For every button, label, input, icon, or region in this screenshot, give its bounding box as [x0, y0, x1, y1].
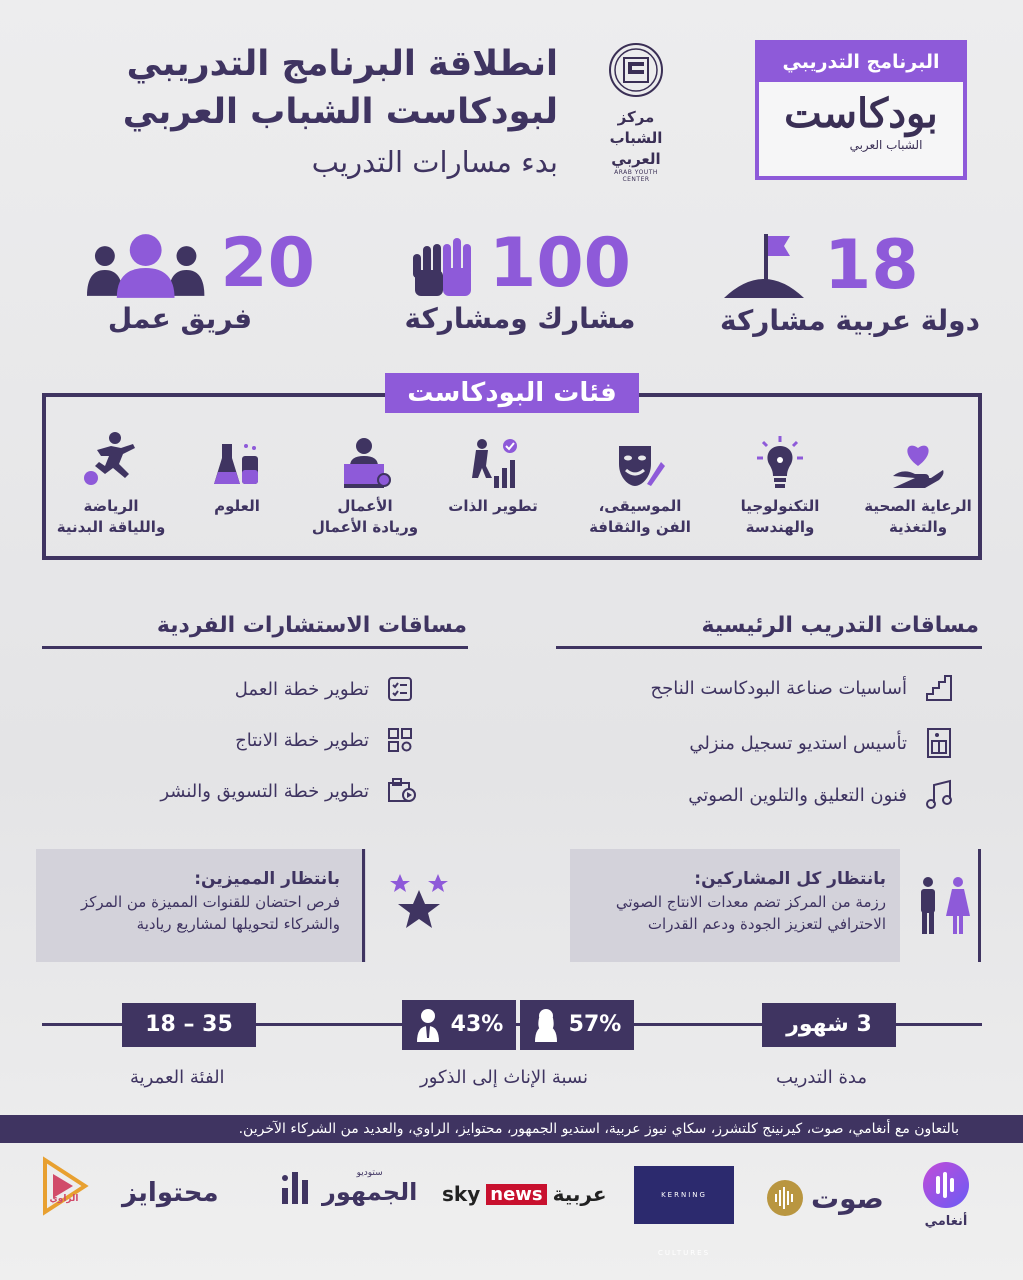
consult-track-label: تطوير خطة العمل [234, 678, 369, 700]
panel-distinguished-icon-wrap [388, 872, 450, 938]
anghami-logo-icon [921, 1160, 971, 1210]
category-label-2: واللياقة البدنية [56, 518, 166, 536]
stat-countries-number: 18 [824, 226, 919, 305]
partner-sowt [765, 1178, 884, 1218]
media-icon [387, 777, 417, 805]
sports-icon [81, 430, 141, 490]
category-label-1: الأعمال [337, 497, 393, 515]
page-title-line-1: انطلاقة البرنامج التدريبي [126, 44, 558, 84]
stat-countries-label: دولة عربية مشاركة [720, 304, 980, 337]
category-label-2: والهندسة [745, 518, 815, 536]
partner-sky-news-arabia [442, 1182, 607, 1206]
panel-all-icon-wrap [912, 876, 974, 942]
category-label-1: الموسيقى، [598, 497, 682, 515]
category-tech [715, 430, 845, 538]
female-icon [533, 1008, 559, 1042]
consult-track-label: تطوير خطة التسويق والنشر [160, 780, 369, 802]
program-badge [755, 40, 967, 180]
age-box: 18 – 35 [122, 1003, 256, 1047]
news-label: news [486, 1184, 546, 1205]
checklist-icon [387, 676, 413, 702]
partners-bar: بالتعاون مع أنغامي، صوت، كيرنينج كلتشرز، سكاي نيوز عربية، استديو الجمهور، محتوايز، الراوي، والعديد من الشركاء الآخرين. [0, 1115, 1023, 1143]
category-label-1: الرعاية الصحية [864, 497, 972, 515]
partner-rawy [38, 1156, 90, 1204]
male-female-icon [912, 876, 974, 938]
category-label-1: تطوير الذات [448, 497, 538, 515]
jomhoor-label: الجمهور [322, 1178, 418, 1206]
sowt-logo-icon [765, 1178, 805, 1218]
sky-label: sky [442, 1182, 481, 1206]
ayc-name-2: الشباب [609, 129, 663, 147]
panel-all-participants [570, 849, 900, 962]
jomhoor-small-label: ستوديو [356, 1168, 383, 1178]
male-ratio-box [402, 1000, 516, 1050]
stat-countries [720, 226, 980, 337]
main-track-item [688, 779, 953, 811]
anghami-label: أنغامي [924, 1214, 968, 1229]
ayc-emblem-icon [606, 40, 666, 100]
main-tracks-divider [556, 646, 982, 649]
category-label-1: الرياضة [83, 497, 139, 515]
consult-track-item [235, 727, 413, 753]
partner-anghami [918, 1160, 974, 1229]
stat-participants-label: مشارك ومشاركة [404, 302, 636, 335]
category-label-2: وريادة الأعمال [311, 518, 419, 536]
stat-team-number: 20 [220, 224, 315, 303]
consult-track-item [160, 777, 417, 805]
female-ratio-value: 57% [568, 1012, 622, 1037]
duration-label: مدة التدريب [776, 1067, 867, 1088]
main-tracks-title: مساقات التدريب الرئيسية [701, 613, 979, 638]
main-track-label: فنون التعليق والتلوين الصوتي [688, 784, 907, 806]
rawy-label: الراوي [49, 1194, 79, 1204]
ayc-name-3: العربي [611, 150, 661, 168]
stat-participants [400, 224, 640, 335]
flag-icon [720, 230, 806, 300]
lightbulb-icon [755, 434, 805, 490]
growth-icon [466, 436, 520, 490]
male-icon [415, 1008, 441, 1042]
panel-all-head: بانتظار كل المشاركين: [694, 869, 886, 889]
category-label-1: التكنولوجيا [740, 497, 820, 515]
category-health [853, 430, 983, 538]
ratio-label: نسبة الإناث إلى الذكور [420, 1067, 589, 1088]
mask-icon [615, 440, 665, 490]
stars-icon [388, 872, 450, 934]
panel-all-line-1: رزمة من المركز تضم معدات الانتاج الصوتي [615, 893, 886, 911]
page-title-line-2: لبودكاست الشباب العربي [122, 92, 558, 132]
consult-tracks-divider [42, 646, 468, 649]
female-ratio-box [520, 1000, 634, 1050]
ayc-name-1: مركز [617, 108, 655, 126]
panel-distinguished [36, 849, 366, 962]
badge-top: البرنامج التدريبي [759, 44, 963, 82]
stat-team-label: فريق عمل [107, 302, 253, 335]
consult-track-item [235, 676, 413, 702]
category-science [172, 430, 302, 517]
category-business [300, 430, 430, 538]
science-icon [212, 440, 262, 490]
raised-hands-icon [409, 232, 475, 298]
team-icon [85, 232, 206, 298]
category-label-2: والتغذية [888, 518, 948, 536]
mohtawiz-label: محتوايز [122, 1178, 219, 1208]
badge-logo-sub: الشباب العربي [849, 138, 923, 152]
category-self-development [428, 430, 558, 517]
male-ratio-value: 43% [450, 1012, 504, 1037]
main-track-item [689, 727, 953, 759]
panel-all-separator [978, 849, 981, 962]
partner-jomhoor [280, 1166, 417, 1206]
main-track-item [651, 674, 953, 702]
grid-gear-icon [387, 727, 413, 753]
panel-distinguished-head: بانتظار المميزين: [194, 869, 340, 889]
main-track-label: تأسيس استديو تسجيل منزلي [689, 732, 907, 754]
categories-title: فئات البودكاست [385, 373, 639, 413]
age-label: الفئة العمرية [130, 1067, 225, 1088]
panel-distinguished-line-1: فرص احتضان للقنوات المميزة من المركز [81, 893, 340, 911]
panel-distinguished-line-2: والشركاء لتحويلها لمشاريع ريادية [136, 915, 340, 933]
badge-logo-word: بودكاست [784, 90, 938, 137]
panel-distinguished-separator [362, 849, 365, 962]
music-note-icon [925, 779, 953, 811]
heart-hand-icon [891, 436, 945, 490]
partner-kerning-cultures: KERNING CULTURES [634, 1166, 734, 1224]
stairs-icon [925, 674, 953, 702]
consult-tracks-title: مساقات الاستشارات الفردية [156, 613, 467, 638]
main-track-label: أساسيات صناعة البودكاست الناجح [650, 677, 907, 699]
category-sports [46, 430, 176, 538]
rawy-play-icon [39, 1156, 89, 1216]
consult-track-label: تطوير خطة الانتاج [235, 729, 369, 751]
sowt-label: صوت [811, 1181, 884, 1215]
category-label-1: العلوم [214, 497, 260, 515]
page-subtitle: بدء مسارات التدريب [311, 145, 558, 179]
stat-team [85, 224, 315, 335]
stat-participants-number: 100 [489, 224, 631, 303]
business-icon [338, 436, 392, 490]
arabia-label: عربية [552, 1182, 607, 1206]
jomhoor-logo-icon [280, 1166, 314, 1206]
duration-box: 3 شهور [762, 1003, 896, 1047]
arab-youth-center-logo [600, 40, 672, 183]
studio-icon [925, 727, 953, 759]
ayc-name-en: ARAB YOUTH CENTER [614, 169, 658, 183]
panel-all-line-2: الاحترافي لتعزيز الجودة ودعم القدرات [647, 915, 886, 933]
category-label-2: الفن والثقافة [589, 518, 691, 536]
category-arts [575, 430, 705, 538]
